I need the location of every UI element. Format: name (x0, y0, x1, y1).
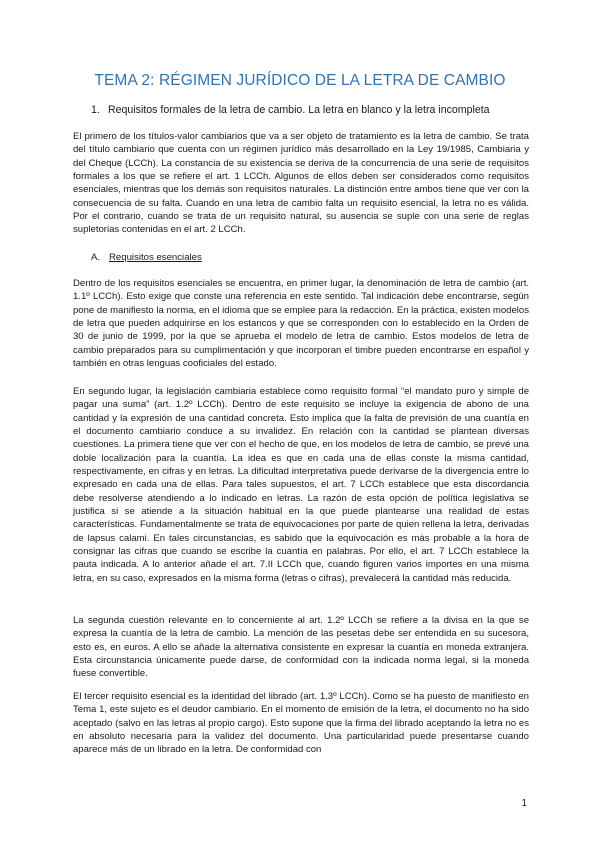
intro-paragraph: El primero de los títulos-valor cambiarios que va a ser objeto de tratamiento es la letra de cambio. Se trata del título cambiario que cuenta con un régimen jurídico más desarrollado en la Ley 19/1985, Cambiaria y del Cheque (LCCh). La constancia de su existencia se deriva de la concurrencia de una serie de requisitos formales a los que se refiere el art. 1 LCCh. Algunos de ellos deben ser considerados como requisitos esenciales, mientras que los demás son requisitos naturales. La distinción entre ambos tiene que ver con la consecuencia de su falta. Cuando en una letra de cambio falta un requisito esencial, la letra no es válida. Por el contrario, cuando se trata de un requisito natural, su ausencia se suple con una serie de reglas supletorias contenidas en el art. 2 LCCh. (73, 131, 529, 236)
page-number: 1 (521, 798, 527, 809)
subsection-letter: A. (91, 252, 101, 263)
section-heading (91, 104, 490, 116)
document-title: TEMA 2: RÉGIMEN JURÍDICO DE LA LETRA DE CAMBIO (94, 72, 506, 89)
paragraph-divisa: La segunda cuestión relevante en lo concerniente al art. 1.2º LCCh se refiere a la divisa en la que se expresa la cuantía de la letra de cambio. La mención de las pesetas debe ser entendida en su sucesora, esto es, en euros. A ello se añade la alternativa consistente en expresar la cuantía en moneda extranjera. Esta circunstancia únicamente puede darse, de conformidad con la indicada norma legal, si la moneda fuese convertible. (73, 615, 529, 680)
paragraph-librado: El tercer requisito esencial es la identidad del librado (art. 1.3º LCCh). Como se ha puesto de manifiesto en Tema 1, este sujeto es el deudor cambiario. En el momento de emisión de la letra, el documento no ha sido aceptado (salvo en las letras al propio cargo). Esto supone que la firma del librado aceptando la letra no es en absoluto necesaria para la validez del documento. Una particularidad puede presentarse cuando aparece más de un librado en la letra. De conformidad con (73, 691, 529, 756)
section-number: 1. (91, 104, 100, 116)
subsection-heading (91, 252, 202, 263)
section-heading-text: Requisitos formales de la letra de cambio. La letra en blanco y la letra incompleta (108, 104, 490, 116)
subsection-heading-text: Requisitos esenciales (109, 252, 202, 263)
paragraph-mandato-pago: En segundo lugar, la legislación cambiaria establece como requisito formal “el mandato puro y simple de pagar una suma” (art. 1.2º LCCh). Dentro de este requisito se incluye la exigencia de abono de una cantidad y la expresión de una cantidad concreta. Esto implica que la falta de previsión de una cuantía en el documento cambiario conduce a su invalidez. En relación con la cantidad se plantean diversas cuestiones. La primera tiene que ver con el hecho de que, en los modelos de letra de cambio, se prevé una doble localización para la cuantía. La idea es que en cada una de ellas conste la misma cantidad, respectivamente, en cifras y en letras. La dificultad interpretativa puede derivarse de la divergencia entre lo expresado en cada una de ellas. Para tales supuestos, el art. 7 LCCh establece que esta discordancia debe resolverse atendiendo a lo indicado en letras. La razón de esta opción de política legislativa se justifica si se atiende a la situación habitual en la que puede plantearse una realidad de estas características. Fundamentalmente se trata de equivocaciones por parte de quien rellena la letra, derivadas de lapsus calami. En tales circunstancias, es sabido que la equivocación es más probable a la hora de consignar las cifras que cuando se escribe la cuantía en palabras. Por ello, el art. 7 LCCh establece la pauta indicada. A lo anterior añade el art. 7.II LCCh que, cuando figuren varios importes en una misma letra, en su caso, expresados en la misma forma (letras o cifras), prevalecerá la cantidad más reducida. (73, 386, 529, 584)
paragraph-denominacion: Dentro de los requisitos esenciales se encuentra, en primer lugar, la denominación de letra de cambio (art. 1.1º LCCh). Esto exige que conste una referencia en este sentido. Tal indicación debe encontrarse, según pone de manifiesto la norma, en el idioma que se emplee para la redacción. En la práctica, existen modelos de letra que pueden adquirirse en los estancos y que se corresponden con lo establecido en la Orden de 30 de junio de 1999, por la que se aprueba el modelo de letra de cambio. Estos modelos de letra de cambio preparados para su cumplimentación y que incorporan el timbre pueden encontrarse en español y también en otras lenguas cooficiales del estado. (73, 278, 529, 370)
